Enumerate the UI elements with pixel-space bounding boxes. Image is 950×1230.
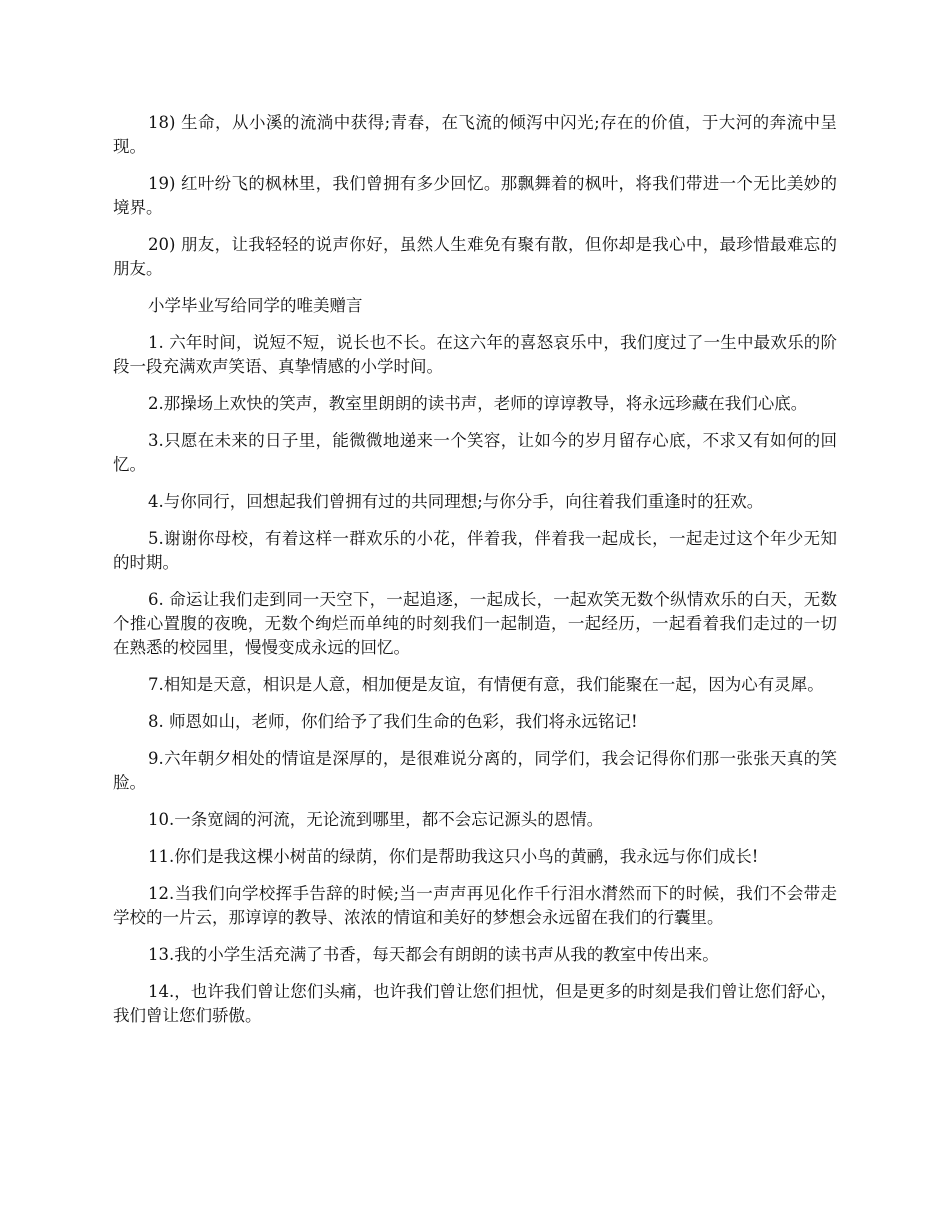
list-item-13: 13.我的小学生活充满了书香，每天都会有朗朗的读书声从我的教室中传出来。 [148,945,719,964]
list-item-5: 5.谢谢你母校，有着这样一群欢乐的小花，伴着我，伴着我一起成长，一起走过这个年少无知的时期。 [113,529,837,572]
list-item-4: 4.与你同行，回想起我们曾拥有过的共同理想;与你分手，向往着我们重逢时的狂欢。 [148,492,764,511]
list-item-1: 1. 六年时间，说短不短，说长也不长。在这六年的喜怒哀乐中，我们度过了一生中最欢乐的阶段一段充满欢声笑语、真挚情感的小学时间。 [113,333,837,376]
section-heading: 小学毕业写给同学的唯美赠言 [148,296,363,315]
list-item-8: 8. 师恩如山，老师，你们给予了我们生命的色彩，我们将永远铭记! [148,712,638,731]
paragraph-20: 20) 朋友，让我轻轻的说声你好，虽然人生难免有聚有散，但你却是我心中，最珍惜最难忘的朋友。 [113,235,837,278]
document-body [113,111,837,1041]
list-item-6: 6. 命运让我们走到同一天空下，一起追逐，一起成长，一起欢笑无数个纵情欢乐的白天，无数个推心置腹的夜晚，无数个绚烂而单纯的时刻我们一起制造，一起经历，一起看着我们走过的一切在熟悉的校园里，慢慢变成永远的回忆。 [113,590,837,657]
list-item-9: 9.六年朝夕相处的情谊是深厚的，是很难说分离的，同学们，我会记得你们那一张张天真的笑脸。 [113,749,837,792]
list-item-2: 2.那操场上欢快的笑声，教室里朗朗的读书声，老师的谆谆教导，将永远珍藏在我们心底。 [148,394,808,413]
paragraph-19: 19) 红叶纷飞的枫林里，我们曾拥有多少回忆。那飘舞着的枫叶，将我们带进一个无比美妙的境界。 [113,174,837,217]
list-item-7: 7.相知是天意，相识是人意，相加便是友谊，有情便有意，我们能聚在一起，因为心有灵犀。 [148,675,824,694]
paragraph-18: 18) 生命，从小溪的流淌中获得;青春，在飞流的倾泻中闪光;存在的价值，于大河的奔流中呈现。 [113,113,837,156]
list-item-14: 14.，也许我们曾让您们头痛，也许我们曾让您们担忧，但是更多的时刻是我们曾让您们舒心，我们曾让您们骄傲。 [113,982,837,1025]
list-item-12: 12.当我们向学校挥手告辞的时候;当一声声再见化作千行泪水潸然而下的时候，我们不会带走学校的一片云，那谆谆的教导、浓浓的情谊和美好的梦想会永远留在我们的行囊里。 [113,884,837,927]
list-item-11: 11.你们是我这棵小树苗的绿荫，你们是帮助我这只小鸟的黄鹂，我永远与你们成长! [148,847,759,866]
list-item-10: 10.一条宽阔的河流，无论流到哪里，都不会忘记源头的恩情。 [148,810,604,829]
list-item-3: 3.只愿在未来的日子里，能微微地递来一个笑容，让如今的岁月留存心底，不求又有如何的回忆。 [113,431,837,474]
